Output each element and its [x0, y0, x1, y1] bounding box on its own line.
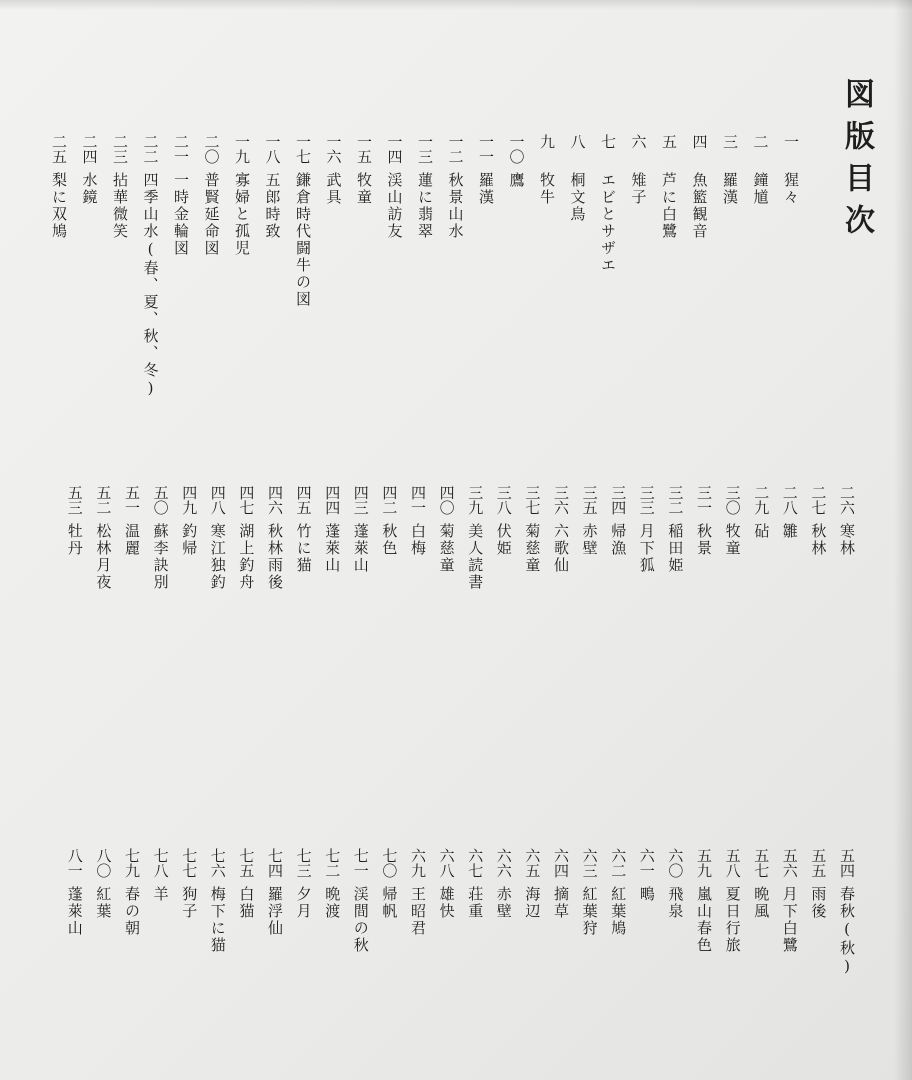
plate-title: 菊慈童	[523, 523, 542, 574]
contents-entry	[376, 848, 402, 920]
contents-entry	[548, 485, 574, 574]
plate-title: 狗子	[180, 886, 199, 920]
contents-entry	[534, 134, 560, 206]
plate-title: 赤壁	[580, 523, 599, 557]
contents-entry	[168, 134, 194, 257]
plate-number: 三九	[466, 485, 485, 515]
contents-entry	[519, 485, 545, 574]
contents-entry	[656, 134, 682, 240]
contents-entry	[805, 848, 831, 920]
contents-entry	[319, 485, 345, 574]
plate-title: 釣帰	[180, 523, 199, 557]
plate-number: 二二	[141, 134, 160, 164]
contents-entry	[473, 134, 499, 206]
plate-title: 普賢延命図	[202, 172, 221, 257]
contents-entry	[77, 134, 103, 206]
plate-number: 五五	[809, 848, 828, 878]
plate-number: 八	[568, 134, 587, 149]
plate-title: 渓山訪友	[385, 172, 404, 240]
contents-entry	[634, 848, 660, 903]
plate-number: 二六	[838, 485, 856, 515]
plate-title: 白梅	[409, 523, 427, 557]
plate-number: 三八	[494, 485, 513, 515]
contents-entry	[577, 485, 603, 557]
page-title: 図版目次	[839, 78, 874, 246]
plate-number: 一七	[294, 134, 312, 164]
plate-number: 三六	[552, 485, 570, 515]
contents-entry	[262, 485, 288, 591]
plate-number: 二四	[80, 134, 99, 164]
plate-number: 二	[751, 134, 770, 149]
plate-title: 蓬萊山	[351, 523, 370, 574]
plate-title: 羅漢	[477, 172, 495, 206]
plate-number: 六〇	[666, 848, 685, 878]
contents-entry	[205, 848, 231, 954]
plate-number: 一三	[416, 134, 434, 164]
plate-title: 渓間の秋	[351, 886, 370, 954]
plate-title: 牧牛	[538, 172, 556, 206]
plate-title: 寡婦と孤児	[233, 172, 251, 257]
contents-entry	[834, 848, 860, 977]
plate-number: 四四	[323, 485, 342, 515]
plate-number: 八〇	[94, 848, 113, 878]
plate-number: 六六	[494, 848, 513, 878]
plate-number: 五七	[752, 848, 771, 878]
contents-entry	[321, 134, 347, 206]
contents-entry	[260, 134, 286, 240]
plate-title: 晩渡	[323, 886, 342, 920]
plate-number: 六九	[409, 848, 427, 878]
contents-entry	[443, 134, 469, 240]
plate-number: 三一	[695, 485, 713, 515]
contents-entry	[107, 134, 133, 240]
plate-number: 二五	[50, 134, 68, 164]
contents-entry	[777, 485, 803, 540]
plate-number: 三三	[637, 485, 656, 515]
plate-title: 飛泉	[666, 886, 685, 920]
contents-entry	[138, 134, 164, 399]
plate-number: 六八	[437, 848, 456, 878]
plate-number: 四	[690, 134, 709, 149]
contents-entry	[62, 485, 88, 557]
plate-title: 秋林雨後	[266, 523, 284, 591]
plate-number: 六一	[637, 848, 656, 878]
plate-number: 六七	[466, 848, 485, 878]
contents-entry	[691, 485, 717, 557]
plate-title: 一時金輪図	[172, 172, 190, 257]
contents-entry	[504, 134, 530, 189]
plate-number: 五三	[65, 485, 84, 515]
contents-entry	[148, 848, 174, 903]
contents-entry	[351, 134, 377, 206]
contents-entry	[434, 848, 460, 920]
contents-entry	[291, 848, 317, 920]
plate-title: 竹に猫	[294, 523, 313, 574]
contents-entry	[434, 485, 460, 574]
plate-title: 鷹	[507, 172, 526, 189]
contents-entry	[626, 134, 652, 206]
plate-number: 二九	[752, 485, 771, 515]
plate-number: 七〇	[380, 848, 399, 878]
plate-title: 六歌仙	[552, 523, 570, 574]
plate-number: 二〇	[202, 134, 221, 164]
plate-title: 鴫	[637, 886, 656, 903]
plate-title: 晩風	[752, 886, 771, 920]
plate-number: 三七	[523, 485, 542, 515]
plate-number: 三四	[609, 485, 628, 515]
plate-title: 五郎時致	[263, 172, 282, 240]
plate-number: 七三	[294, 848, 313, 878]
contents-entry	[412, 134, 438, 240]
contents-entry	[662, 485, 688, 574]
plate-number: 三〇	[723, 485, 742, 515]
plate-number: 五八	[723, 848, 742, 878]
plate-title: 帰帆	[380, 886, 399, 920]
contents-entry	[262, 848, 288, 937]
contents-entry	[805, 485, 831, 557]
plate-number: 四七	[237, 485, 256, 515]
plate-number: 五	[660, 134, 678, 149]
plate-title: 伏姫	[494, 523, 513, 557]
plate-title: 四季山水(春、夏、秋、冬)	[141, 172, 160, 399]
contents-entry	[290, 134, 316, 308]
plate-number: 一六	[324, 134, 343, 164]
plate-title: 蓮に翡翠	[416, 172, 434, 240]
plate-title: エビとサザエ	[599, 172, 617, 274]
plate-title: 白猫	[237, 886, 256, 920]
contents-entry	[662, 848, 688, 920]
plate-number: 四九	[180, 485, 199, 515]
contents-entry	[577, 848, 603, 937]
contents-entry	[491, 848, 517, 920]
plate-title: 海辺	[523, 886, 542, 920]
plate-title: 芦に白鷺	[660, 172, 678, 240]
plate-number: 八一	[65, 848, 84, 878]
contents-entry	[319, 848, 345, 920]
page-edge-shadow-right	[894, 0, 912, 1080]
plate-title: 赤壁	[494, 886, 513, 920]
contents-entry	[291, 485, 317, 574]
contents-entry	[62, 848, 88, 937]
contents-entry	[778, 134, 804, 206]
contents-entry	[199, 134, 225, 257]
contents-entry	[748, 485, 774, 540]
plate-number: 三二	[666, 485, 685, 515]
contents-entry	[233, 485, 259, 591]
plate-title: 荘重	[466, 886, 485, 920]
contents-entry	[382, 134, 408, 240]
plate-number: 四一	[409, 485, 427, 515]
plate-title: 紅葉狩	[580, 886, 599, 937]
plate-number: 五一	[123, 485, 141, 515]
plate-number: 四八	[208, 485, 227, 515]
plate-number: 六二	[609, 848, 628, 878]
plate-number: 四六	[266, 485, 284, 515]
plate-title: 美人読書	[466, 523, 485, 591]
plate-title: 蓬萊山	[323, 523, 342, 574]
plate-title: 雄快	[437, 886, 456, 920]
plate-title: 雉子	[629, 172, 648, 206]
contents-entry	[176, 848, 202, 920]
plate-number: 六五	[523, 848, 542, 878]
plate-number: 五二	[94, 485, 113, 515]
plate-title: 梨に双鳩	[50, 172, 68, 240]
contents-entry	[634, 485, 660, 574]
contents-entry	[462, 485, 488, 591]
contents-entry	[119, 848, 145, 937]
plate-title: 紅葉	[94, 886, 113, 920]
contents-entry	[748, 134, 774, 206]
contents-entry	[405, 848, 431, 937]
contents-entry	[405, 485, 431, 557]
plate-title: 武具	[324, 172, 343, 206]
contents-entry	[233, 848, 259, 920]
plate-title: 水鏡	[80, 172, 99, 206]
plate-number: 五〇	[151, 485, 170, 515]
plate-number: 五四	[838, 848, 856, 878]
contents-entry	[748, 848, 774, 920]
plate-title: 雨後	[809, 886, 828, 920]
contents-entry	[519, 848, 545, 920]
plate-number: 七六	[208, 848, 227, 878]
plate-title: 寒林	[838, 523, 856, 557]
plate-number: 三	[721, 134, 739, 149]
contents-entry	[687, 134, 713, 240]
contents-entry	[548, 848, 574, 920]
plate-number: 二七	[809, 485, 828, 515]
plate-number: 七四	[266, 848, 284, 878]
plate-title: 帰漁	[609, 523, 628, 557]
contents-entry	[777, 848, 803, 954]
contents-entry	[90, 848, 116, 920]
plate-number: 六	[629, 134, 648, 149]
plate-title: 猩々	[782, 172, 800, 206]
plate-number: 一九	[233, 134, 251, 164]
plate-title: 夕月	[294, 886, 313, 920]
contents-entry	[90, 485, 116, 591]
plate-number: 九	[538, 134, 556, 149]
contents-entry	[205, 485, 231, 591]
plate-title: 牧童	[723, 523, 742, 557]
plate-number: 六四	[552, 848, 570, 878]
plate-title: 春秋(秋)	[838, 886, 856, 977]
plate-title: 秋色	[380, 523, 399, 557]
contents-entry	[119, 485, 145, 557]
plate-number: 六三	[580, 848, 599, 878]
plate-title: 月下白鷺	[780, 886, 799, 954]
plate-number: 二三	[111, 134, 129, 164]
plate-title: 摘草	[552, 886, 570, 920]
plate-number: 七二	[323, 848, 342, 878]
plate-title: 王昭君	[409, 886, 427, 937]
contents-entry	[595, 134, 621, 274]
plate-number: 一	[782, 134, 800, 149]
plate-title: 菊慈童	[437, 523, 456, 574]
plate-title: 拈華微笑	[111, 172, 129, 240]
plate-number: 四三	[351, 485, 370, 515]
plate-title: 魚籃観音	[690, 172, 709, 240]
contents-entry	[605, 485, 631, 557]
plate-title: 夏日行旅	[723, 886, 742, 954]
plate-number: 一一	[477, 134, 495, 164]
contents-entry	[720, 848, 746, 954]
plate-title: 桐文鳥	[568, 172, 587, 223]
plate-number: 四五	[294, 485, 313, 515]
contents-entry	[46, 134, 72, 240]
plate-title: 鐘馗	[751, 172, 770, 206]
contents-entry	[717, 134, 743, 206]
plate-title: 秋景山水	[446, 172, 465, 240]
plate-number: 四〇	[437, 485, 456, 515]
plate-number: 七七	[180, 848, 199, 878]
plate-title: 蘇李訣別	[151, 523, 170, 591]
contents-entry	[720, 485, 746, 557]
contents-entry	[462, 848, 488, 920]
plate-title: 月下狐	[637, 523, 656, 574]
plate-number: 七八	[151, 848, 170, 878]
plate-title: 稲田姫	[666, 523, 685, 574]
plate-number: 一四	[385, 134, 404, 164]
plate-title: 温麗	[123, 523, 141, 557]
contents-entry	[691, 848, 717, 954]
plate-title: 寒江独釣	[208, 523, 227, 591]
plate-title: 嵐山春色	[695, 886, 713, 954]
plate-number: 四二	[380, 485, 399, 515]
contents-entry	[229, 134, 255, 257]
plate-number: 二八	[780, 485, 799, 515]
contents-entry	[176, 485, 202, 557]
contents-entry	[148, 485, 174, 591]
plate-number: 七	[599, 134, 617, 149]
plate-number: 二一	[172, 134, 190, 164]
plate-number: 七一	[351, 848, 370, 878]
plate-number: 一〇	[507, 134, 526, 164]
plate-number: 七五	[237, 848, 256, 878]
plate-title: 春の朝	[123, 886, 141, 937]
plate-number: 一八	[263, 134, 282, 164]
plate-title: 蓬萊山	[65, 886, 84, 937]
plate-title: 梅下に猫	[208, 886, 227, 954]
plate-title: 鎌倉時代闘牛の図	[294, 172, 312, 308]
plate-title: 紅葉鳩	[609, 886, 628, 937]
plate-title: 松林月夜	[94, 523, 113, 591]
contents-entry	[348, 848, 374, 954]
plate-number: 一五	[355, 134, 373, 164]
plate-number: 五六	[780, 848, 799, 878]
contents-entry	[605, 848, 631, 937]
contents-entry	[348, 485, 374, 574]
plate-title: 羅漢	[721, 172, 739, 206]
plate-title: 秋景	[695, 523, 713, 557]
plate-title: 羊	[151, 886, 170, 903]
contents-entry	[565, 134, 591, 223]
plate-number: 三五	[580, 485, 599, 515]
contents-entry	[491, 485, 517, 557]
page-edge-shadow-top	[0, 0, 912, 10]
plate-number: 一二	[446, 134, 465, 164]
plate-title: 雛	[780, 523, 799, 540]
contents-entry	[376, 485, 402, 557]
contents-entry	[834, 485, 860, 557]
plate-title: 秋林	[809, 523, 828, 557]
plate-title: 湖上釣舟	[237, 523, 256, 591]
plate-title: 羅浮仙	[266, 886, 284, 937]
plate-number: 五九	[695, 848, 713, 878]
plate-number: 七九	[123, 848, 141, 878]
plate-title: 牧童	[355, 172, 373, 206]
plate-title: 砧	[752, 523, 771, 540]
plate-title: 牡丹	[65, 523, 84, 557]
